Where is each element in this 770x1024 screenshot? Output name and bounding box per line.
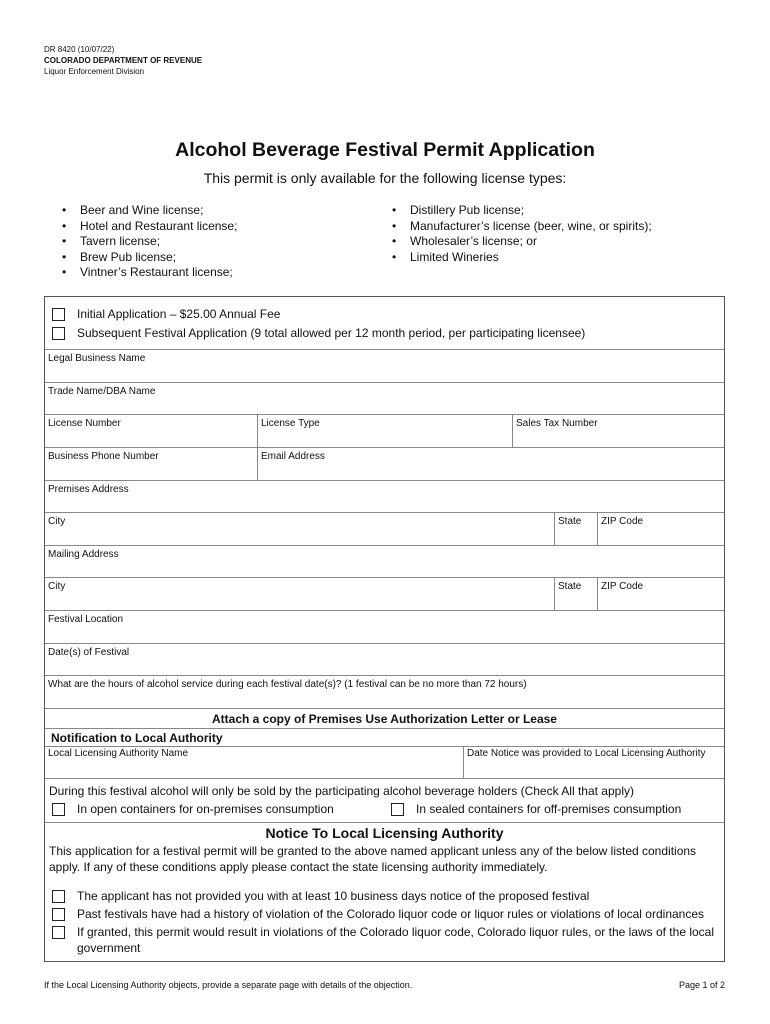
initial-application-label: Initial Application – $25.00 Annual Fee bbox=[77, 307, 281, 321]
legal-business-name-row bbox=[45, 350, 724, 383]
field-label: City bbox=[48, 516, 66, 527]
application-form bbox=[44, 296, 725, 962]
field-label: Sales Tax Number bbox=[516, 418, 598, 429]
license-type-item: • Manufacturer’s license (beer, wine, or spirits); bbox=[390, 219, 652, 235]
festival-dates-field[interactable] bbox=[45, 644, 724, 675]
license-type-field[interactable] bbox=[257, 415, 512, 447]
premises-city-field[interactable] bbox=[45, 513, 554, 545]
notice-section bbox=[45, 823, 724, 961]
sales-tax-number-field[interactable] bbox=[512, 415, 724, 447]
sealed-containers-label: In sealed containers for off-premises consumption bbox=[416, 802, 682, 816]
field-label: Date(s) of Festival bbox=[48, 647, 130, 658]
field-label: ZIP Code bbox=[601, 516, 644, 527]
trade-name-row bbox=[45, 383, 724, 415]
subsequent-application-checkbox[interactable] bbox=[52, 327, 65, 340]
notification-heading: Notification to Local Authority bbox=[51, 731, 223, 745]
premises-address-field[interactable] bbox=[45, 481, 724, 512]
license-type-item: • Tavern license; bbox=[60, 234, 237, 250]
open-containers-checkbox[interactable] bbox=[52, 803, 65, 816]
notification-fields bbox=[45, 746, 724, 779]
field-label: What are the hours of alcohol service during each festival date(s)? (1 festival can be no more than 72 hours) bbox=[48, 679, 527, 690]
page-subtitle: This permit is only available for the following license types: bbox=[203, 170, 567, 186]
field-label: City bbox=[48, 581, 66, 592]
festival-location-row bbox=[45, 611, 724, 644]
premises-city-row bbox=[45, 513, 724, 546]
trade-name-field[interactable] bbox=[45, 383, 724, 414]
field-label: State bbox=[558, 581, 582, 592]
footer-note: If the Local Licensing Authority objects, provide a separate page with details of the objection. bbox=[44, 980, 413, 990]
premises-zip-field[interactable] bbox=[597, 513, 724, 545]
field-label: Mailing Address bbox=[48, 549, 119, 560]
application-type-row bbox=[45, 297, 724, 350]
subsequent-application-label: Subsequent Festival Application (9 total allowed per 12 month period, per participating licensee) bbox=[77, 326, 586, 340]
field-label: Email Address bbox=[261, 451, 325, 462]
authority-name-field[interactable] bbox=[45, 747, 463, 779]
license-type-item: • Distillery Pub license; bbox=[390, 203, 652, 219]
field-label: Date Notice was provided to Local Licensing Authority bbox=[467, 748, 706, 759]
mailing-state-field[interactable] bbox=[554, 578, 597, 610]
contact-row bbox=[45, 448, 724, 481]
license-type-item: • Vintner’s Restaurant license; bbox=[60, 265, 237, 281]
attach-notice: Attach a copy of Premises Use Authorization Letter or Lease bbox=[212, 712, 557, 726]
notification-section bbox=[45, 729, 724, 779]
division-name: Liquor Enforcement Division bbox=[44, 67, 145, 76]
mailing-address-field[interactable] bbox=[45, 546, 724, 577]
license-type-item: • Wholesaler’s license; or bbox=[390, 234, 652, 250]
premises-state-field[interactable] bbox=[554, 513, 597, 545]
condition-checkbox[interactable] bbox=[52, 908, 65, 921]
field-label: Trade Name/DBA Name bbox=[48, 386, 156, 397]
mailing-city-field[interactable] bbox=[45, 578, 554, 610]
festival-dates-row bbox=[45, 644, 724, 676]
date-notice-field[interactable] bbox=[463, 747, 724, 779]
form-number: DR 8420 (10/07/22) bbox=[44, 45, 115, 54]
field-label: Business Phone Number bbox=[48, 451, 159, 462]
service-hours-field[interactable] bbox=[45, 676, 724, 708]
notice-heading: Notice To Local Licensing Authority bbox=[265, 825, 504, 841]
field-label: Legal Business Name bbox=[48, 353, 146, 364]
business-phone-field[interactable] bbox=[45, 448, 257, 480]
license-number-field[interactable] bbox=[45, 415, 257, 447]
mailing-city-row bbox=[45, 578, 724, 611]
license-types-left bbox=[60, 203, 237, 281]
page-title: Alcohol Beverage Festival Permit Application bbox=[175, 139, 595, 161]
sale-conditions-question: During this festival alcohol will only be sold by the participating alcohol beverage holders (Check All that apply) bbox=[49, 784, 634, 798]
page-number: Page 1 of 2 bbox=[678, 980, 725, 990]
field-label: ZIP Code bbox=[601, 581, 644, 592]
field-label: Local Licensing Authority Name bbox=[48, 748, 189, 759]
mailing-zip-field[interactable] bbox=[597, 578, 724, 610]
license-info-row bbox=[45, 415, 724, 448]
sealed-containers-checkbox[interactable] bbox=[391, 803, 404, 816]
open-containers-label: In open containers for on-premises consumption bbox=[77, 802, 334, 816]
license-type-item: • Beer and Wine license; bbox=[60, 203, 237, 219]
legal-business-name-field[interactable] bbox=[45, 350, 724, 382]
license-types-right bbox=[390, 203, 652, 265]
premises-address-row bbox=[45, 481, 724, 513]
department-name: COLORADO DEPARTMENT OF REVENUE bbox=[44, 56, 203, 65]
condition-checkbox[interactable] bbox=[52, 926, 65, 939]
attach-notice-row bbox=[45, 709, 724, 729]
license-type-item: • Brew Pub license; bbox=[60, 250, 237, 266]
license-type-item: • Hotel and Restaurant license; bbox=[60, 219, 237, 235]
field-label: License Type bbox=[261, 418, 320, 429]
condition-checkbox[interactable] bbox=[52, 890, 65, 903]
field-label: Festival Location bbox=[48, 614, 124, 625]
email-field[interactable] bbox=[257, 448, 724, 480]
mailing-address-row bbox=[45, 546, 724, 578]
sale-conditions-section bbox=[45, 779, 724, 823]
condition-text: The applicant has not provided you with at least 10 business days notice of the proposed festival bbox=[77, 889, 590, 903]
initial-application-checkbox[interactable] bbox=[52, 308, 65, 321]
condition-text: Past festivals have had a history of violation of the Colorado liquor code or liquor rules or violations of local ordinances bbox=[77, 907, 705, 921]
notice-paragraph: This application for a festival permit will be granted to the above named applicant unless any of the below listed conditions apply. If any of these conditions apply please contact the state licensing authority immediately. bbox=[49, 844, 697, 874]
condition-text: If granted, this permit would result in violations of the Colorado liquor code, Colorado liquor rules, or the laws of the local government bbox=[77, 925, 715, 955]
field-label: State bbox=[558, 516, 582, 527]
form-header bbox=[44, 44, 202, 77]
service-hours-row bbox=[45, 676, 724, 709]
festival-location-field[interactable] bbox=[45, 611, 724, 643]
field-label: Premises Address bbox=[48, 484, 129, 495]
license-type-item: • Limited Wineries bbox=[390, 250, 652, 266]
field-label: License Number bbox=[48, 418, 121, 429]
